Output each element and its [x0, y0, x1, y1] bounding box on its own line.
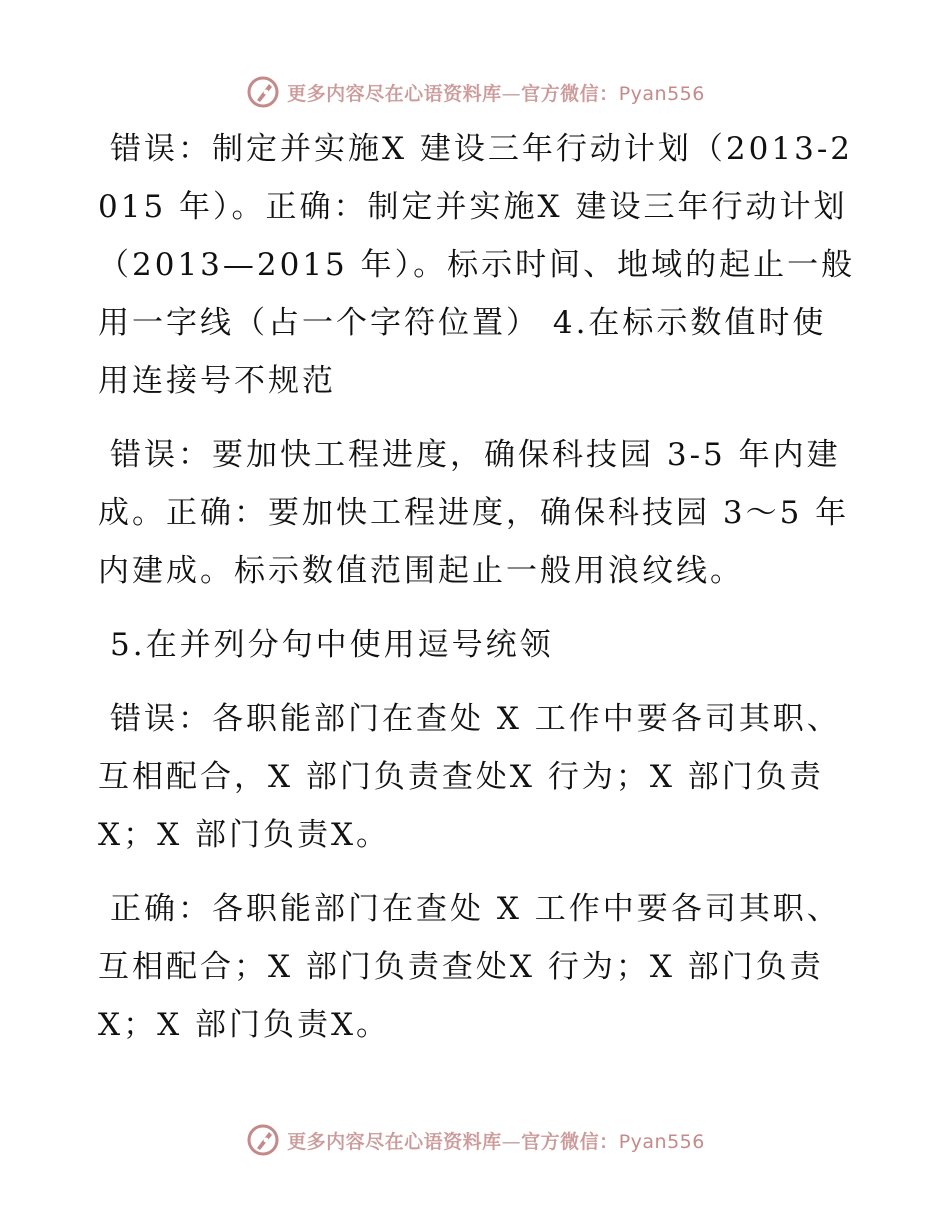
- paragraph-connector-range: 错误：要加快工程进度，确保科技园 3-5 年内建成。正确：要加快工程进度，确保科技园 3～5 年内建成。标示数值范围起止一般用浪纹线。: [98, 437, 850, 589]
- paragraph-connector-time: 错误：制定并实施X 建设三年行动计划（2013-2015 年）。正确：制定并实施X 建设三年行动计划（2013—2015 年）。标示时间、地域的起止一般用一字线（占一个字符位置） 4.在标示数值时使用连接号不规范: [98, 131, 856, 399]
- pen-circle-logo-icon: [245, 74, 281, 110]
- watermark-text: 更多内容尽在心语资料库—官方微信：Pyan556: [287, 1130, 705, 1153]
- section-heading-5: 5.在并列分句中使用逗号统领: [110, 627, 554, 663]
- pen-circle-logo-icon: [245, 1122, 281, 1158]
- paragraph-correct-example: 正确：各职能部门在查处 X 工作中要各司其职、互相配合；X 部门负责查处X 行为；X 部门负责X；X 部门负责X。: [98, 891, 841, 1043]
- header-watermark: [0, 72, 950, 112]
- footer-watermark: [0, 1120, 950, 1160]
- paragraph-wrong-example: 错误：各职能部门在查处 X 工作中要各司其职、互相配合，X 部门负责查处X 行为；X 部门负责X；X 部门负责X。: [98, 701, 841, 853]
- watermark-text: 更多内容尽在心语资料库—官方微信：Pyan556: [287, 82, 705, 105]
- document-body: [98, 120, 858, 1054]
